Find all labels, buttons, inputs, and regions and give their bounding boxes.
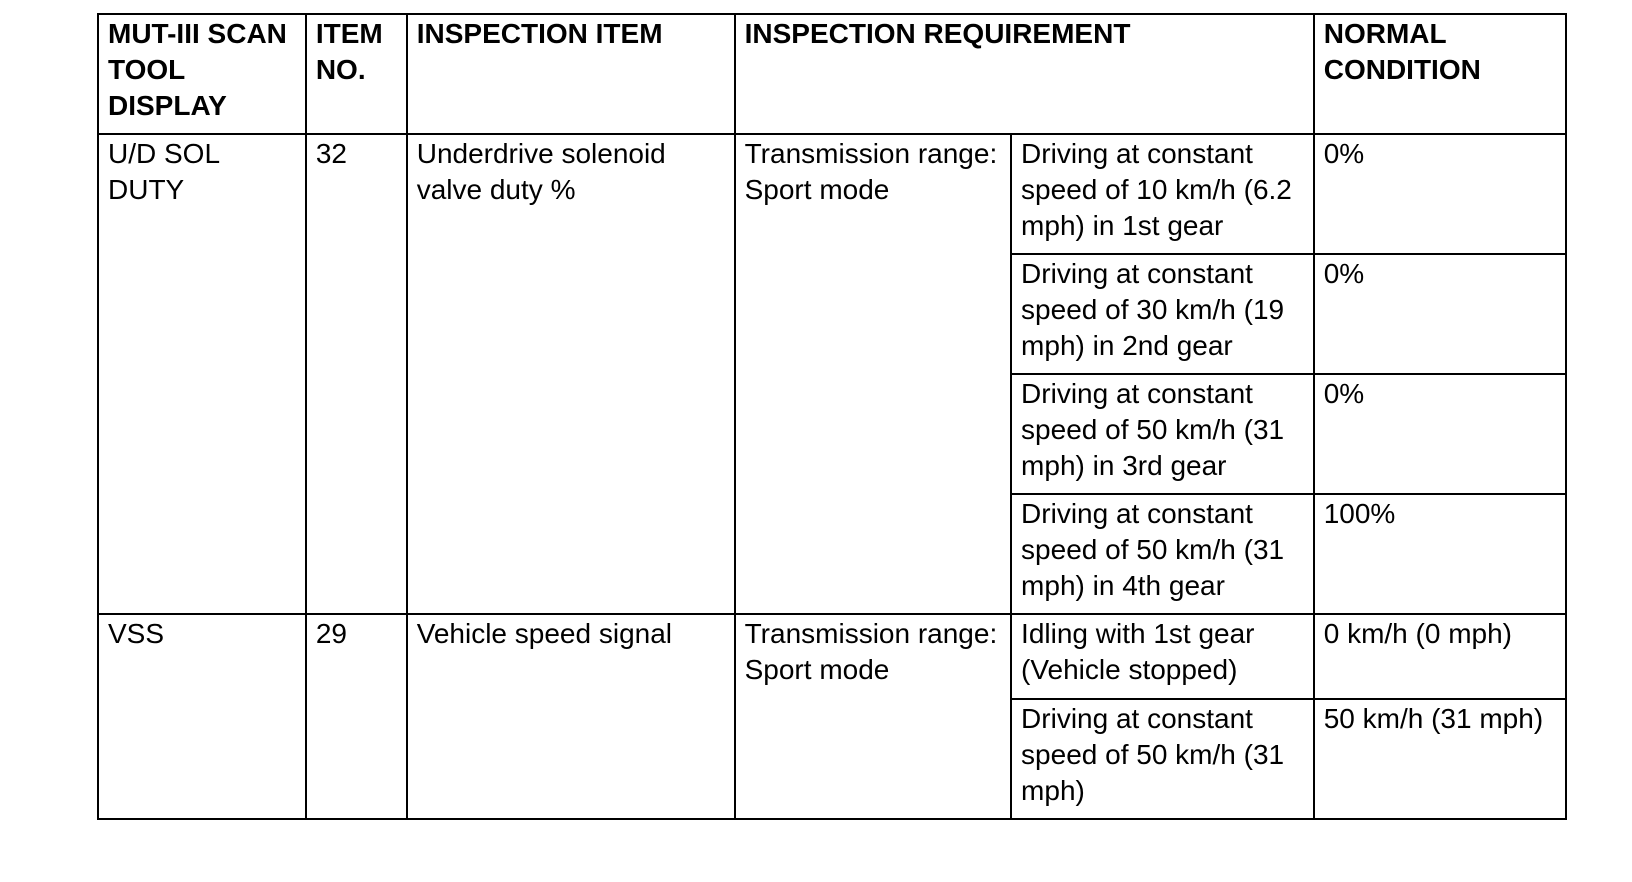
condition-text: Driving at constant speed of 30 km/h (19 mph) in 2nd gear	[1021, 258, 1285, 361]
normal-cell	[1314, 254, 1566, 374]
normal-cell	[1314, 134, 1566, 254]
header-item-no	[306, 14, 407, 134]
inspection-table	[97, 13, 1567, 820]
header-item-no-text: ITEM NO.	[315, 18, 383, 85]
condition-text: Idling with 1st gear (Vehicle stopped)	[1021, 618, 1255, 685]
inspection-item-cell	[407, 614, 735, 819]
header-inspection-requirement	[735, 14, 1314, 134]
normal-cell	[1314, 614, 1566, 699]
item-no-cell	[306, 614, 407, 819]
inspection-item-cell	[407, 134, 735, 614]
item-no-text: 29	[315, 618, 347, 649]
condition-text: Driving at constant speed of 50 km/h (31 mph) in 4th gear	[1021, 498, 1285, 601]
header-display-text: MUT-III SCAN TOOL DISPLAY	[108, 18, 287, 121]
display-text: VSS	[108, 618, 165, 649]
condition-cell	[1011, 134, 1314, 254]
header-normal-condition-text: NORMAL CONDITION	[1323, 18, 1481, 85]
requirement-cell	[735, 134, 1011, 614]
header-inspection-requirement-text: INSPECTION REQUIREMENT	[744, 18, 1131, 49]
condition-cell	[1011, 699, 1314, 819]
condition-text: Driving at constant speed of 50 km/h (31 mph) in 3rd gear	[1021, 378, 1285, 481]
condition-text: Driving at constant speed of 50 km/h (31 mph)	[1021, 703, 1285, 806]
inspection-item-text: Vehicle speed signal	[416, 618, 673, 649]
normal-cell	[1314, 699, 1566, 819]
item-no-text: 32	[315, 138, 347, 169]
item-no-cell	[306, 134, 407, 614]
normal-cell	[1314, 374, 1566, 494]
header-display	[98, 14, 306, 134]
requirement-cell	[735, 614, 1011, 819]
requirement-text: Transmission range: Sport mode	[744, 138, 998, 205]
table-row	[98, 614, 1566, 699]
normal-text: 0%	[1323, 378, 1365, 409]
normal-text: 50 km/h (31 mph)	[1323, 703, 1544, 734]
inspection-item-text: Underdrive solenoid valve duty %	[416, 138, 666, 205]
header-row	[98, 14, 1566, 134]
condition-cell	[1011, 254, 1314, 374]
normal-text: 100%	[1323, 498, 1396, 529]
table-row	[98, 134, 1566, 254]
normal-text: 0%	[1323, 258, 1365, 289]
condition-cell	[1011, 494, 1314, 614]
display-text: U/D SOL DUTY	[108, 138, 219, 205]
requirement-text: Transmission range: Sport mode	[744, 618, 998, 685]
display-cell	[98, 134, 306, 614]
condition-cell	[1011, 614, 1314, 699]
condition-cell	[1011, 374, 1314, 494]
normal-cell	[1314, 494, 1566, 614]
normal-text: 0%	[1323, 138, 1365, 169]
header-inspection-item	[407, 14, 735, 134]
header-normal-condition	[1314, 14, 1566, 134]
display-cell	[98, 614, 306, 819]
header-inspection-item-text: INSPECTION ITEM	[416, 18, 663, 49]
condition-text: Driving at constant speed of 10 km/h (6.2 mph) in 1st gear	[1021, 138, 1292, 241]
normal-text: 0 km/h (0 mph)	[1323, 618, 1512, 649]
